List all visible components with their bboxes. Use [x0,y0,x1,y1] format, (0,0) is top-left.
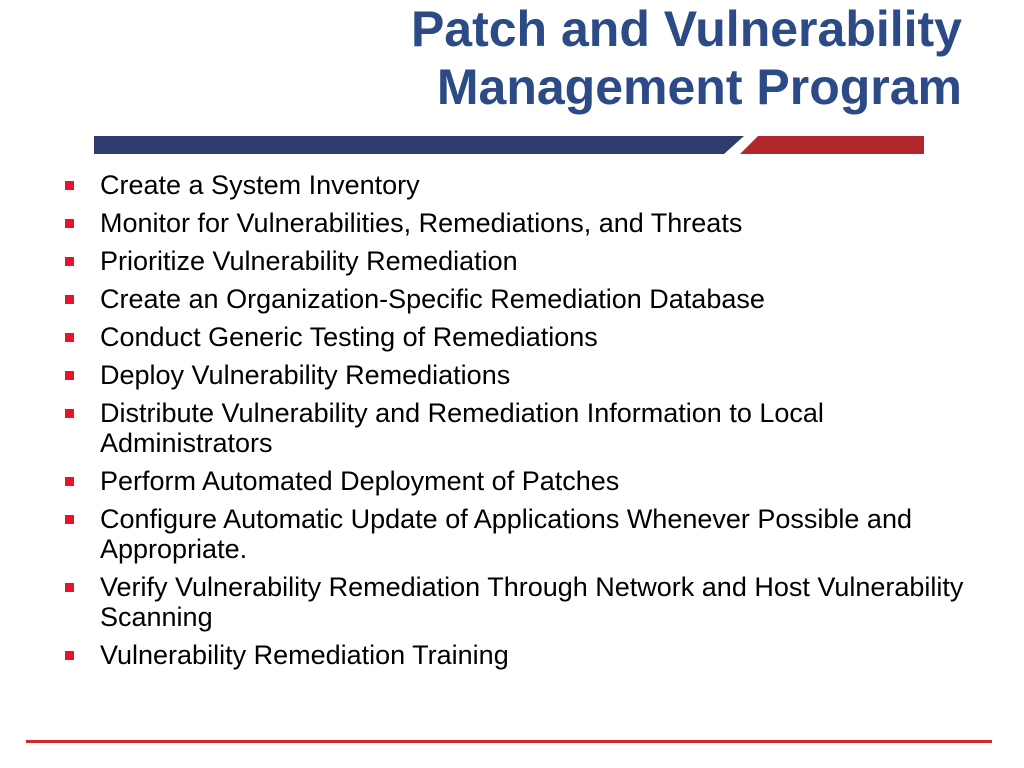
bullet-item [62,208,982,238]
bullet-item [62,398,982,458]
bullet-item [62,640,982,670]
bullet-item [62,284,982,314]
slide-title-line-1: Patch and Vulnerability [410,1,962,57]
bullet-text: Distribute Vulnerability and Remediation Information to Local Administrators [100,398,824,458]
slide-title [62,0,962,116]
bullet-item [62,504,982,564]
bullet-square-icon [65,515,74,524]
title-rule-blue-segment [94,136,744,154]
bullet-square-icon [65,219,74,228]
bullet-list [62,170,982,678]
bullet-square-icon [65,181,74,190]
bullet-item [62,466,982,496]
bullet-square-icon [65,477,74,486]
bullet-text: Prioritize Vulnerability Remediation [100,246,518,276]
bullet-item [62,572,982,632]
slide-title-line-2: Management Program [436,59,962,115]
bullet-text: Create an Organization-Specific Remediation Database [100,284,765,314]
bullet-square-icon [65,333,74,342]
bullet-text: Vulnerability Remediation Training [100,640,509,670]
bullet-item [62,322,982,352]
bullet-square-icon [65,257,74,266]
bullet-text: Configure Automatic Update of Applications Whenever Possible and Appropriate. [100,504,912,564]
bullet-square-icon [65,409,74,418]
bullet-text: Conduct Generic Testing of Remediations [100,322,598,352]
bullet-item [62,360,982,390]
bullet-text: Monitor for Vulnerabilities, Remediations, and Threats [100,208,743,238]
bullet-square-icon [65,295,74,304]
bullet-square-icon [65,651,74,660]
bullet-text: Create a System Inventory [100,170,420,200]
bullet-square-icon [65,583,74,592]
title-rule-red-segment [740,136,924,154]
footer-divider [26,740,992,743]
bullet-item [62,246,982,276]
bullet-text: Perform Automated Deployment of Patches [100,466,620,496]
title-underline-rule [94,136,924,154]
bullet-text: Verify Vulnerability Remediation Through Network and Host Vulnerability Scanning [100,572,964,632]
bullet-text: Deploy Vulnerability Remediations [100,360,511,390]
bullet-square-icon [65,371,74,380]
bullet-item [62,170,982,200]
